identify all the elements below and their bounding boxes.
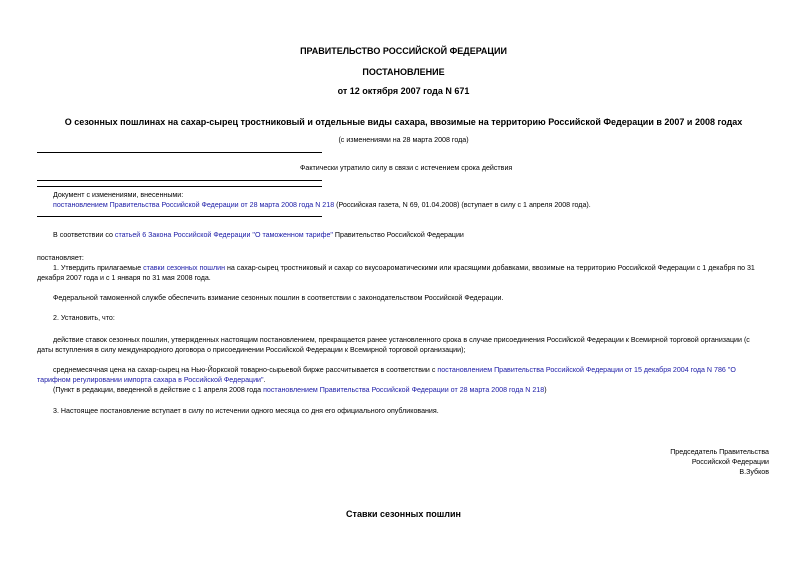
signature-name: В.Зубков [739,468,769,476]
item1-pre: 1. Утвердить прилагаемые [53,264,144,272]
item1-line1 [53,263,755,273]
avg-price-line2 [37,375,266,385]
signature-position1: Председатель Правительства [670,448,769,456]
doc-type: ПОСТАНОВЛЕНИЕ [362,67,445,77]
divider [37,180,322,181]
item1-line2: декабря 2007 года и с 1 января по 31 мая 2008 года. [37,274,211,282]
government-title: ПРАВИТЕЛЬСТВО РОССИЙСКОЙ ФЕДЕРАЦИИ [300,46,507,56]
signature-position2: Российской Федерации [691,458,769,466]
amendments-note: (с изменениями на 28 марта 2008 года) [338,136,469,144]
action-line1: действие ставок сезонных пошлин, утвержденных настоящим постановлением, прекращается ранее установленного срока в случае присоединения Российской Федерации к Всемирной торговой организации (с [53,336,750,344]
resolution-786-link[interactable]: постановлением Правительства Российской Федерации от 15 декабря 2004 года N 786 "О [437,366,736,374]
date-number: от 12 октября 2007 года N 671 [337,86,470,96]
divider [37,152,322,153]
changes-line [53,200,591,210]
changes-tail: (Российская газета, N 69, 01.04.2008) (вступает в силу с 1 апреля 2008 года). [334,201,591,209]
changes-label: Документ с изменениями, внесенными: [53,191,184,199]
document-title: О сезонных пошлинах на сахар-сырец тростниковый и отдельные виды сахара, ввозимые на территорию Российской Федерации в 2007 и 2008 годах [64,117,743,127]
divider [37,216,322,217]
status-note: Фактически утратило силу в связи с истечением срока действия [300,164,513,172]
divider [37,186,322,187]
item1-post: на сахар-сырец тростниковый и сахар со вкусоароматическими или красящими добавками, ввозимые на территорию Российской Федерации с 1 декабря по 31 [225,264,755,272]
preamble [53,230,464,240]
changes-link[interactable]: постановлением Правительства Российской Федерации от 28 марта 2008 года N 218 [53,201,335,209]
edit-note-pre: (Пункт в редакции, введенной в действие с 1 апреля 2008 года [53,386,264,394]
annex-title: Ставки сезонных пошлин [346,509,461,519]
item2: 2. Установить, что: [53,314,115,322]
customs-law-link[interactable]: статьей 6 Закона Российской Федерации "О таможенном тарифе" [114,231,333,239]
action-line2: даты вступления в силу международного договора о присоединении Российской Федерации к Всемирной торговой организации); [37,346,466,354]
edit-note [53,385,547,395]
resolution-218-link[interactable]: постановлением Правительства Российской Федерации от 28 марта 2008 года N 218 [263,386,545,394]
avg-price-pre: среднемесячная цена на сахар-сырец на Нью-Йоркской товарно-сырьевой бирже рассчитывается в соответствии с [53,366,438,374]
resolves: постановляет: [37,254,84,262]
edit-note-post: ) [544,386,547,394]
customs-instruction: Федеральной таможенной службе обеспечить взимание сезонных пошлин в соответствии с законодательством Российской Федерации. [53,294,504,302]
avg-price-line1 [53,365,736,375]
preamble-pre: В соответствии со [53,231,115,239]
avg-price-end: . [263,376,266,384]
resolution-786-link-cont[interactable]: тарифном регулировании импорта сахара в Российской Федерации" [37,376,264,384]
preamble-post: Правительство Российской Федерации [332,231,464,239]
duty-rates-link[interactable]: ставки сезонных пошлин [143,264,225,272]
item3: 3. Настоящее постановление вступает в силу по истечении одного месяца со дня его официального опубликования. [53,407,439,415]
